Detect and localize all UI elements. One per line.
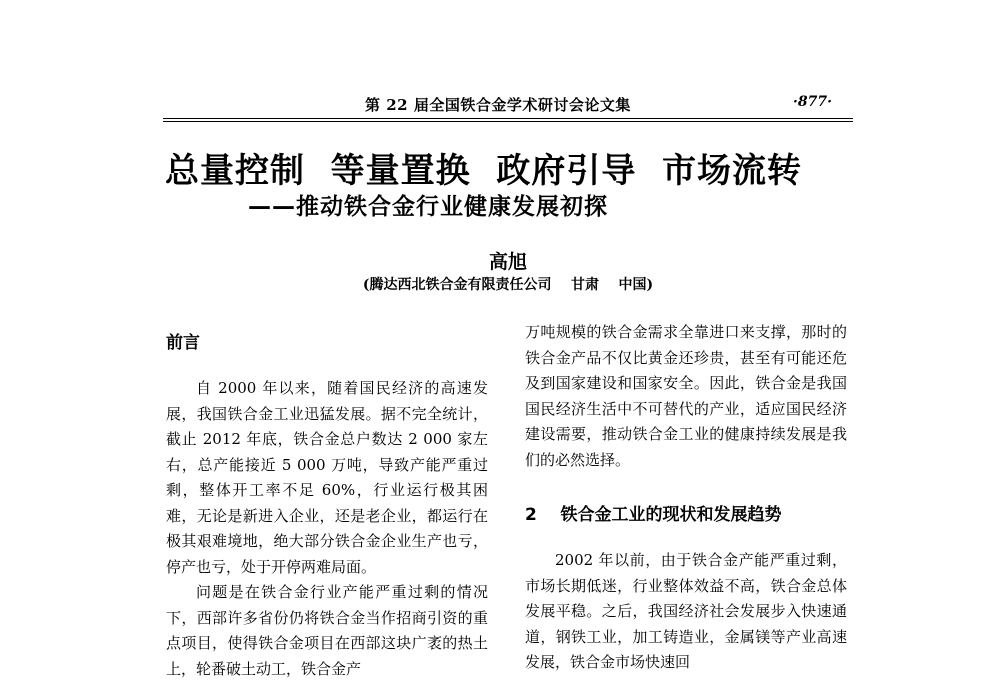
paragraph: 问题是在铁合金行业产能严重过剩的情况下，西部许多省份仍将铁合金当作招商引资的重点项目，使得铁合金项目在西部这块广袤的热土上，轮番破土动工，铁合金产 <box>166 583 488 678</box>
article-subtitle: ——推动铁合金行业健康发展初探 <box>248 194 608 220</box>
paragraph: 万吨规模的铁合金需求全靠进口来支撑，那时的铁合金产品不仅比黄金还珍贵，甚至有可能还危及到国家建设和国家安全。因此，铁合金是我国国民经济生活中不可替代的产业，适应国民经济建设需要，推动铁合金工业的健康持续发展是我们的必然选择。 <box>525 323 847 469</box>
section-heading-preface: 前言 <box>166 333 200 353</box>
right-column-section-body <box>525 548 847 676</box>
header-rule-top <box>163 118 853 119</box>
paragraph: 2002 年以前，由于铁合金产能严重过剩，市场长期低迷，行业整体效益不高，铁合金总体发展平稳。之后，我国经济社会发展步入快速通道，钢铁工业，加工铸造业，金属镁等产业高速发展，铁合金市场快速回 <box>525 551 847 671</box>
author-affiliation: (腾达西北铁合金有限责任公司 甘肃 中国) <box>362 277 654 293</box>
article-title: 总量控制 等量置换 政府引导 市场流转 <box>165 151 803 191</box>
header-rule-bottom <box>163 121 853 122</box>
right-column-body <box>525 320 847 473</box>
running-header-journal: 第 22 届全国铁合金学术研讨会论文集 <box>365 96 631 114</box>
left-column-body <box>166 376 488 682</box>
section-heading-2: 2 铁合金工业的现状和发展趋势 <box>525 505 782 525</box>
author-name: 高旭 <box>488 251 527 273</box>
paragraph: 自 2000 年以来，随着国民经济的高速发展，我国铁合金工业迅猛发展。据不完全统计，截止 2012 年底，铁合金总户数达 2 000 家左右，总产能接近 5 000 万吨，导致产能严重过剩，整体开工率不足 60%，行业运行极其困难，无论是新进入企业，还是老企业，都运行在极其艰难境地，绝大部分铁合金企业生产也亏，停产也亏，处于开停两难局面。 <box>166 379 488 576</box>
page-number: ·877· <box>793 94 832 110</box>
